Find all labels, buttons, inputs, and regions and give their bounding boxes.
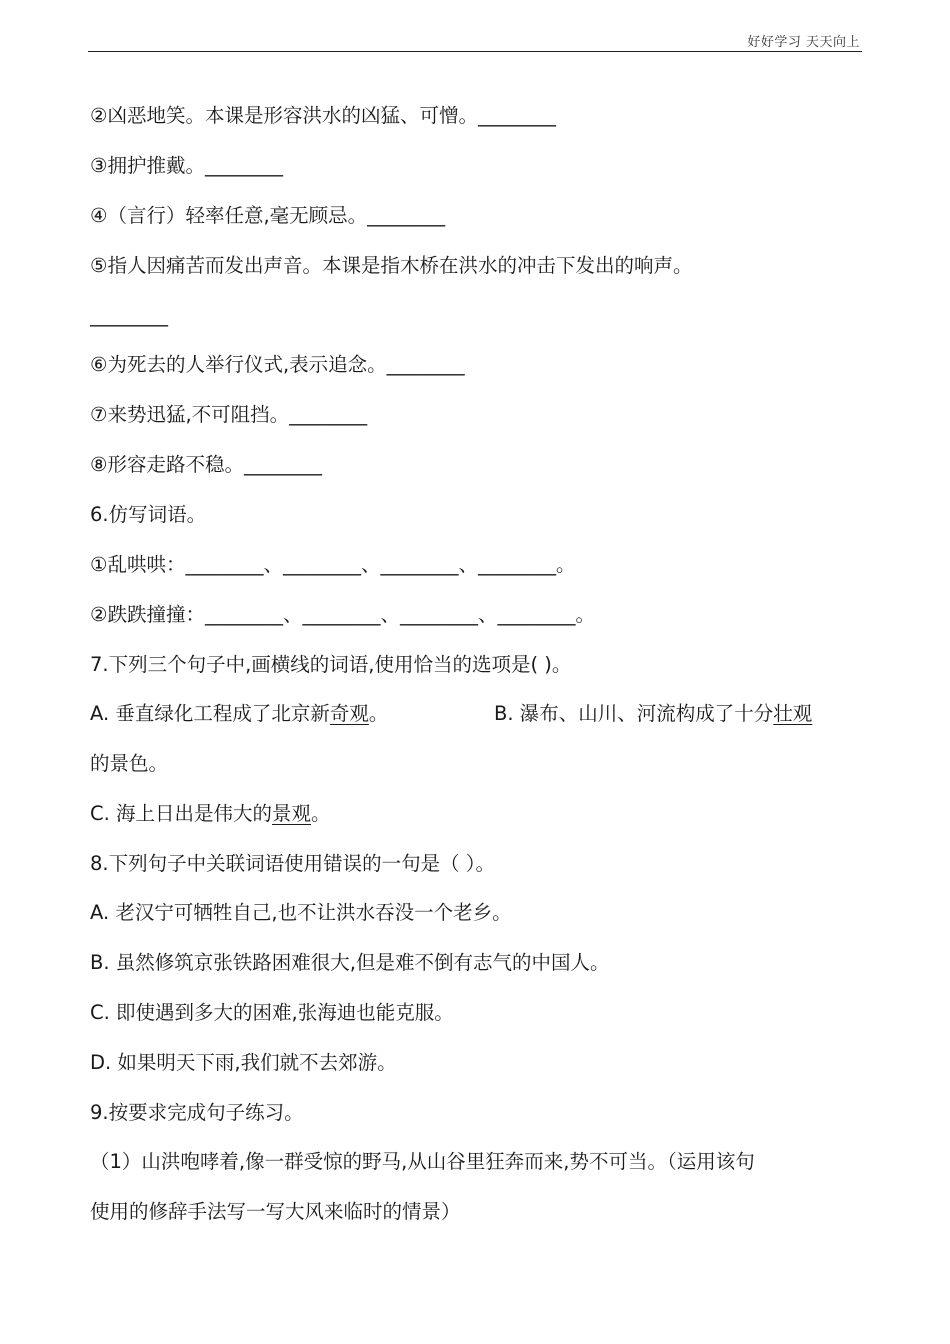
q7-option-c bbox=[90, 800, 331, 828]
q7-option-a-text: A. 垂直绿化工程成了北京新 bbox=[90, 702, 330, 725]
q5-item-3: ③拥护推戴。________ bbox=[90, 154, 283, 177]
q5-item-7: ⑦来势迅猛,不可阻挡。________ bbox=[90, 403, 368, 426]
q7-option-a bbox=[90, 700, 388, 728]
q6-item-2: ②跌跌撞撞：________、________、________、________。 bbox=[90, 603, 595, 626]
q9-title: 9.按要求完成句子练习。 bbox=[90, 1101, 304, 1124]
q7-option-a-end: 。 bbox=[368, 702, 389, 725]
q6-item-1: ①乱哄哄：________、________、________、________。 bbox=[90, 553, 576, 576]
q7-option-c-text: C. 海上日出是伟大的 bbox=[90, 802, 273, 825]
q5-item-5: ⑤指人因痛苦而发出声音。本课是指木桥在洪水的冲击下发出的响声。 bbox=[90, 254, 693, 277]
q7-option-b-text: B. 瀑布、山川、河流构成了十分 bbox=[494, 702, 774, 725]
q8-option-c: C. 即使遇到多大的困难,张海迪也能克服。 bbox=[90, 1001, 454, 1024]
q5-item-4: ④（言行）轻率任意,毫无顾忌。________ bbox=[90, 204, 446, 227]
q7-option-a-underlined: 奇观 bbox=[329, 702, 369, 725]
q8-option-b: B. 虽然修筑京张铁路困难很大,但是难不倒有志气的中国人。 bbox=[90, 951, 610, 974]
q7-option-b-underlined: 壮观 bbox=[773, 702, 813, 725]
q9-sub1-line1: （1）山洪咆哮着,像一群受惊的野马,从山谷里狂奔而来,势不可当。（运用该句 bbox=[90, 1150, 755, 1173]
q5-item-8: ⑧形容走路不稳。________ bbox=[90, 453, 322, 476]
q8-option-d: D. 如果明天下雨,我们就不去郊游。 bbox=[90, 1051, 397, 1074]
q6-title: 6.仿写词语。 bbox=[90, 503, 207, 526]
q5-item-2: ②凶恶地笑。本课是形容洪水的凶猛、可憎。________ bbox=[90, 104, 556, 127]
q8-option-a: A. 老汉宁可牺牲自己,也不让洪水吞没一个老乡。 bbox=[90, 901, 512, 924]
q7-title: 7.下列三个句子中,画横线的词语,使用恰当的选项是( )。 bbox=[90, 653, 572, 676]
q8-title: 8.下列句子中关联词语使用错误的一句是（ ）。 bbox=[90, 852, 496, 875]
header-divider bbox=[88, 51, 862, 52]
q7-option-c-underlined: 景观 bbox=[272, 802, 312, 825]
q7-option-b bbox=[494, 700, 812, 728]
q5-item-6: ⑥为死去的人举行仪式,表示追念。________ bbox=[90, 353, 465, 376]
q7-option-b-continued: 的景色。 bbox=[90, 752, 169, 775]
q9-sub1-line2: 使用的修辞手法写一写大风来临时的情景） bbox=[90, 1200, 461, 1223]
header-slogan: 好好学习 天天向上 bbox=[747, 35, 860, 50]
q7-option-c-end: 。 bbox=[311, 802, 331, 825]
q5-item-5-blank: ________ bbox=[90, 304, 168, 327]
